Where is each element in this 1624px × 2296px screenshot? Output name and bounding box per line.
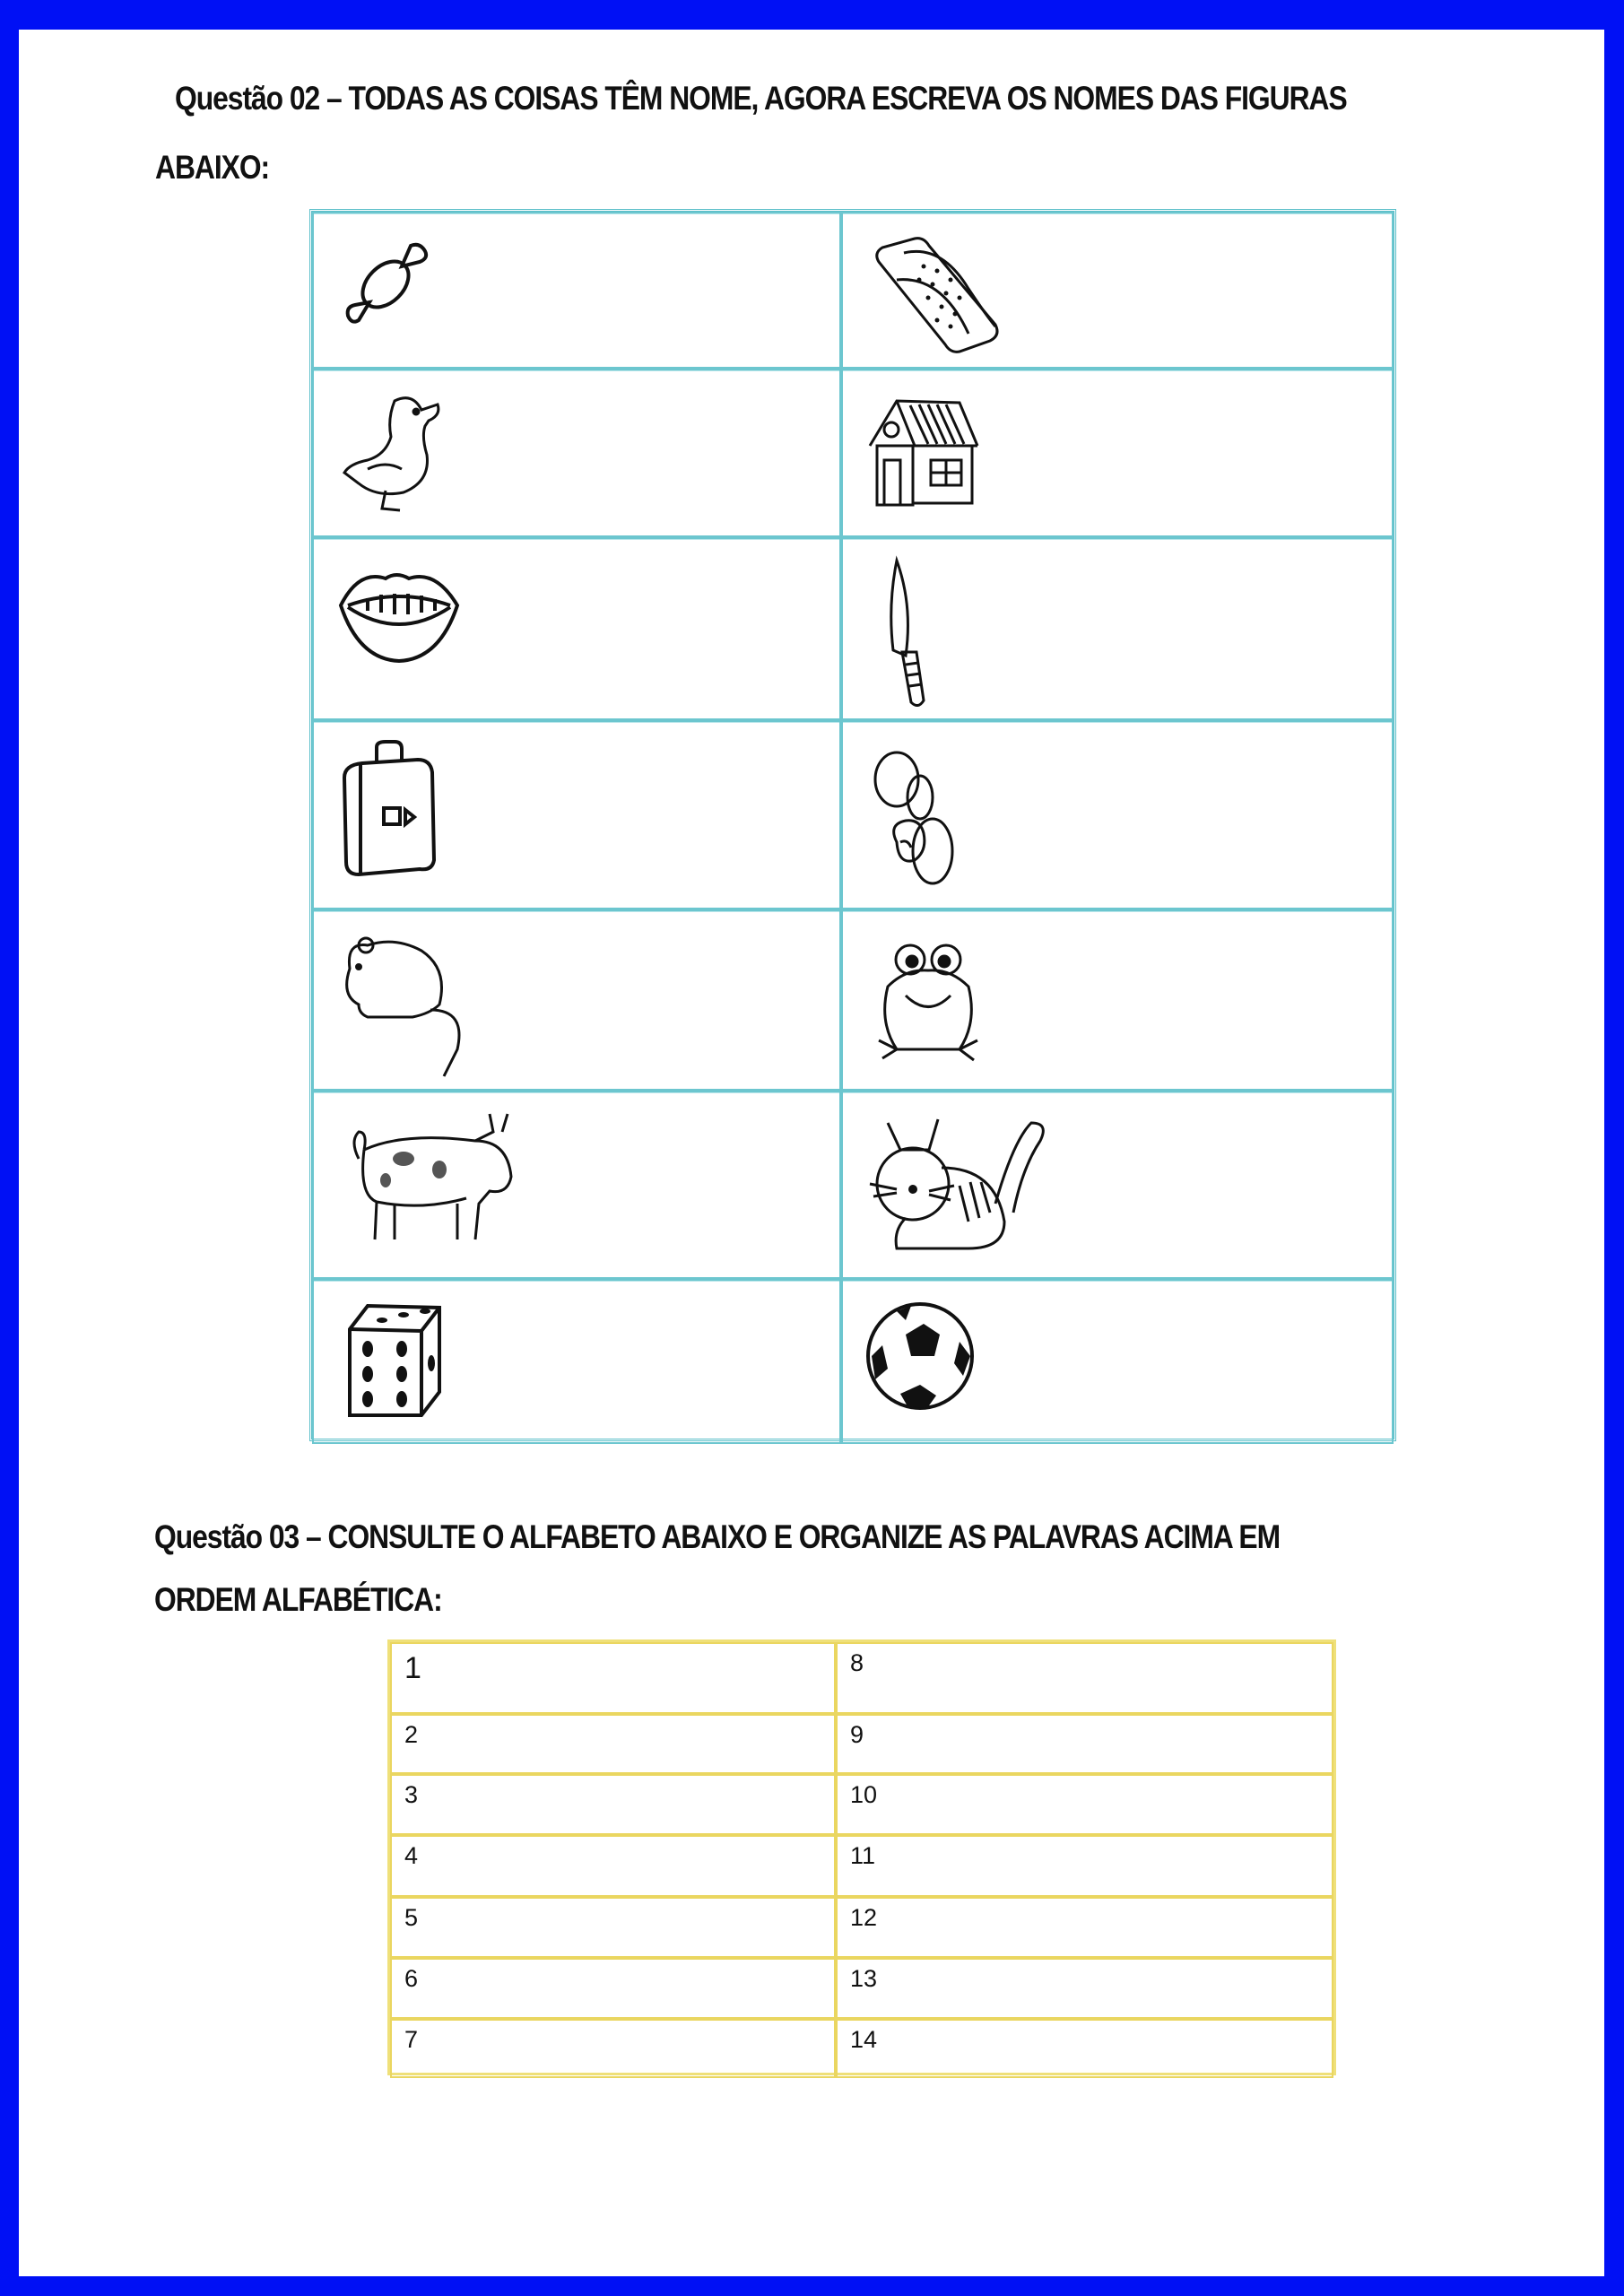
answer-cell-6[interactable]: 6 xyxy=(390,1958,836,2019)
duck-icon xyxy=(332,383,466,517)
answer-cell-11[interactable]: 11 xyxy=(836,1835,1333,1897)
question-03-heading-cont: ORDEM ALFABÉTICA: xyxy=(154,1581,442,1618)
house-icon xyxy=(861,383,995,517)
question-02-heading-cont: ABAIXO: xyxy=(155,149,270,186)
suitcase-icon xyxy=(332,735,466,887)
knife-icon xyxy=(861,552,968,713)
figure-cell-house[interactable] xyxy=(841,369,1394,537)
question-02-heading: Questão 02 – TODAS AS COISAS TÊM NOME, AGORA ESCREVA OS NOMES DAS FIGURAS xyxy=(175,80,1347,117)
figure-cell-dice[interactable] xyxy=(312,1279,841,1444)
figure-cell-cow[interactable] xyxy=(312,1091,841,1279)
answer-cell-10[interactable]: 10 xyxy=(836,1774,1333,1835)
answer-cell-2[interactable]: 2 xyxy=(390,1714,836,1774)
mouse-icon xyxy=(332,924,511,1085)
soccer-ball-icon xyxy=(861,1293,995,1428)
dice-icon xyxy=(332,1293,466,1428)
cheese-grater-icon xyxy=(861,226,1022,361)
answer-cell-4[interactable]: 4 xyxy=(390,1835,836,1897)
figure-cell-frog[interactable] xyxy=(841,909,1394,1091)
picture-naming-table xyxy=(309,209,1396,1441)
answer-cell-3[interactable]: 3 xyxy=(390,1774,836,1835)
answer-cell-12[interactable]: 12 xyxy=(836,1897,1333,1958)
figure-cell-mouse[interactable] xyxy=(312,909,841,1091)
answer-cell-5[interactable]: 5 xyxy=(390,1897,836,1958)
answer-cell-8[interactable]: 8 xyxy=(836,1642,1333,1714)
pacifier-icon xyxy=(861,735,986,887)
figure-cell-cat[interactable] xyxy=(841,1091,1394,1279)
mouth-icon xyxy=(332,552,466,677)
answer-cell-9[interactable]: 9 xyxy=(836,1714,1333,1774)
figure-cell-candy[interactable] xyxy=(312,212,841,369)
answer-cell-7[interactable]: 7 xyxy=(390,2019,836,2078)
candy-icon xyxy=(332,226,448,343)
answer-cell-1[interactable]: 1 xyxy=(390,1642,836,1714)
frog-icon xyxy=(861,924,1004,1076)
figure-cell-mouth[interactable] xyxy=(312,537,841,720)
figure-cell-cheese-grater[interactable] xyxy=(841,212,1394,369)
figure-cell-pacifier[interactable] xyxy=(841,720,1394,909)
question-03-heading: Questão 03 – CONSULTE O ALFABETO ABAIXO E ORGANIZE AS PALAVRAS ACIMA EM xyxy=(154,1518,1281,1555)
answer-cell-14[interactable]: 14 xyxy=(836,2019,1333,2078)
alphabetical-order-table xyxy=(387,1639,1336,2075)
worksheet-page xyxy=(19,30,1604,2276)
figure-cell-duck[interactable] xyxy=(312,369,841,537)
answer-cell-13[interactable]: 13 xyxy=(836,1958,1333,2019)
cat-icon xyxy=(861,1105,1058,1266)
figure-cell-soccer-ball[interactable] xyxy=(841,1279,1394,1444)
cow-icon xyxy=(332,1105,529,1266)
figure-cell-suitcase[interactable] xyxy=(312,720,841,909)
figure-cell-knife[interactable] xyxy=(841,537,1394,720)
